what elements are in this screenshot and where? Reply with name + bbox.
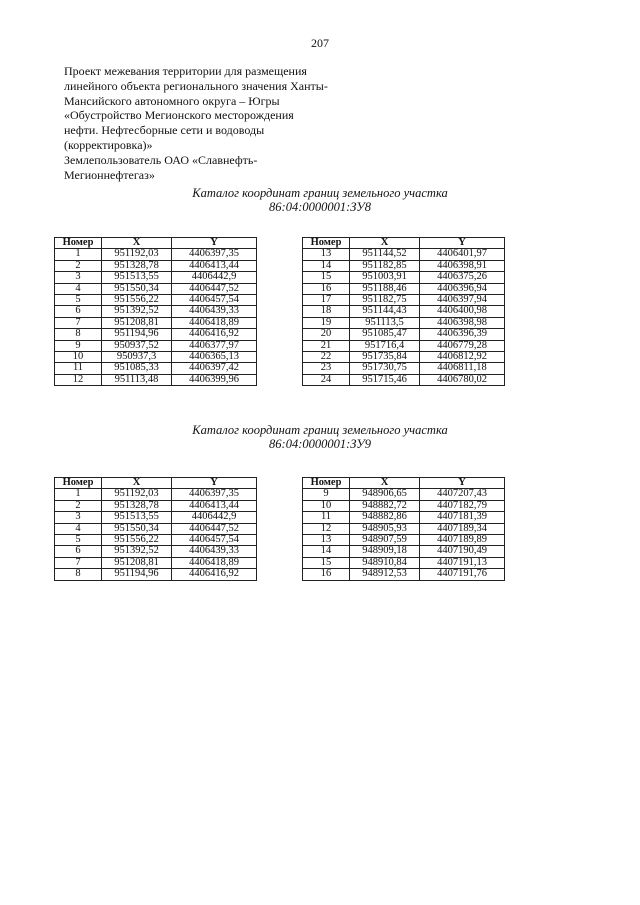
cell-x: 951513,55 [102, 512, 172, 523]
table-row [55, 546, 257, 557]
header-line: Мегионнефтегаз» [64, 167, 155, 182]
cell-number: 23 [303, 363, 350, 374]
column-header-x: X [102, 238, 172, 249]
cell-y: 4406396,39 [420, 329, 505, 340]
cell-y: 4406811,18 [420, 363, 505, 374]
table-row [55, 272, 257, 283]
cell-y: 4406442,9 [172, 272, 257, 283]
table-row [55, 249, 257, 260]
table-row [303, 306, 505, 317]
cell-y: 4407182,79 [420, 500, 505, 511]
cell-number: 2 [55, 500, 102, 511]
cell-x: 950937,52 [102, 340, 172, 351]
cell-x: 951194,96 [102, 569, 172, 580]
cell-y: 4406418,89 [172, 557, 257, 568]
table-row [303, 260, 505, 271]
cell-x: 948882,86 [350, 512, 420, 523]
table-header-row [55, 478, 257, 489]
cell-x: 951208,81 [102, 557, 172, 568]
cell-number: 3 [55, 272, 102, 283]
cell-y: 4406377,97 [172, 340, 257, 351]
table-row [55, 569, 257, 580]
column-header-x: X [102, 478, 172, 489]
cell-number: 18 [303, 306, 350, 317]
cell-y: 4406439,33 [172, 546, 257, 557]
cell-y: 4406812,92 [420, 352, 505, 363]
table-row [303, 546, 505, 557]
cell-y: 4406457,54 [172, 535, 257, 546]
header-line: Мансийского автономного округа – Югры [64, 93, 280, 108]
cell-number: 8 [55, 329, 102, 340]
cell-x: 951003,91 [350, 272, 420, 283]
cell-number: 16 [303, 283, 350, 294]
cell-x: 951328,78 [102, 260, 172, 271]
cell-y: 4407191,76 [420, 569, 505, 580]
cell-x: 948882,72 [350, 500, 420, 511]
table-row [55, 523, 257, 534]
column-header-number: Номер [303, 238, 350, 249]
cell-number: 22 [303, 352, 350, 363]
cell-y: 4406401,97 [420, 249, 505, 260]
cell-number: 12 [303, 523, 350, 534]
table-row [303, 329, 505, 340]
cell-y: 4407189,34 [420, 523, 505, 534]
catalog-title-zu8 [0, 186, 640, 214]
cell-y: 4407207,43 [420, 489, 505, 500]
catalog-title-zu9 [0, 423, 640, 451]
cell-number: 6 [55, 546, 102, 557]
coordinates-table [302, 477, 505, 581]
cell-x: 948910,84 [350, 557, 420, 568]
cell-number: 7 [55, 557, 102, 568]
cell-number: 20 [303, 329, 350, 340]
cell-number: 6 [55, 306, 102, 317]
table-row [303, 295, 505, 306]
table-row [55, 260, 257, 271]
table-row [303, 557, 505, 568]
cell-number: 13 [303, 249, 350, 260]
coordinates-table [54, 237, 257, 386]
cell-number: 19 [303, 317, 350, 328]
cell-y: 4406400,98 [420, 306, 505, 317]
column-header-x: X [350, 478, 420, 489]
cell-x: 951392,52 [102, 306, 172, 317]
table-row [303, 340, 505, 351]
cell-x: 950937,3 [102, 352, 172, 363]
cell-number: 17 [303, 295, 350, 306]
cell-x: 951113,5 [350, 317, 420, 328]
table-row [55, 352, 257, 363]
column-header-number: Номер [55, 478, 102, 489]
cell-x: 951550,34 [102, 523, 172, 534]
cell-number: 2 [55, 260, 102, 271]
cell-x: 951085,47 [350, 329, 420, 340]
cell-x: 948907,59 [350, 535, 420, 546]
cell-y: 4406397,94 [420, 295, 505, 306]
cell-y: 4406418,89 [172, 317, 257, 328]
cell-x: 951392,52 [102, 546, 172, 557]
cell-x: 951085,33 [102, 363, 172, 374]
table-row [303, 535, 505, 546]
cell-x: 951194,96 [102, 329, 172, 340]
cell-x: 951188,46 [350, 283, 420, 294]
cell-x: 951513,55 [102, 272, 172, 283]
cell-y: 4406413,44 [172, 260, 257, 271]
cell-x: 951556,22 [102, 535, 172, 546]
cell-number: 4 [55, 523, 102, 534]
cell-x: 948912,53 [350, 569, 420, 580]
table-row [303, 363, 505, 374]
table-row [55, 317, 257, 328]
header-line: нефти. Нефтесборные сети и водоводы [64, 123, 265, 138]
cell-number: 10 [303, 500, 350, 511]
table-row [55, 306, 257, 317]
cell-x: 948905,93 [350, 523, 420, 534]
table-row [55, 374, 257, 385]
table-row [55, 535, 257, 546]
catalog-code: 86:04:0000001:ЗУ8 [269, 200, 371, 214]
column-header-y: Y [420, 238, 505, 249]
cell-number: 5 [55, 535, 102, 546]
cell-number: 16 [303, 569, 350, 580]
table-row [55, 340, 257, 351]
cell-number: 1 [55, 489, 102, 500]
column-header-y: Y [420, 478, 505, 489]
cell-x: 948909,18 [350, 546, 420, 557]
cell-number: 10 [55, 352, 102, 363]
cell-number: 8 [55, 569, 102, 580]
cell-x: 951716,4 [350, 340, 420, 351]
cell-y: 4406416,92 [172, 569, 257, 580]
table-row [303, 569, 505, 580]
cell-y: 4406397,35 [172, 249, 257, 260]
page-number: 207 [311, 36, 329, 50]
cell-y: 4406375,26 [420, 272, 505, 283]
cell-number: 4 [55, 283, 102, 294]
cell-number: 5 [55, 295, 102, 306]
cell-number: 12 [55, 374, 102, 385]
cell-number: 9 [303, 489, 350, 500]
cell-x: 951192,03 [102, 489, 172, 500]
table-row [303, 523, 505, 534]
cell-y: 4406416,92 [172, 329, 257, 340]
cell-number: 21 [303, 340, 350, 351]
cell-x: 951735,84 [350, 352, 420, 363]
table-row [55, 329, 257, 340]
cell-x: 951113,48 [102, 374, 172, 385]
table-row [303, 352, 505, 363]
cell-number: 24 [303, 374, 350, 385]
column-header-number: Номер [55, 238, 102, 249]
cell-number: 9 [55, 340, 102, 351]
cell-y: 4406442,9 [172, 512, 257, 523]
header-line: Землепользователь ОАО «Славнефть- [64, 152, 258, 167]
cell-x: 951550,34 [102, 283, 172, 294]
cell-y: 4407181,39 [420, 512, 505, 523]
cell-number: 1 [55, 249, 102, 260]
catalog-title-text: Каталог координат границ земельного участка [192, 423, 448, 437]
cell-x: 948906,65 [350, 489, 420, 500]
table-row [303, 317, 505, 328]
column-header-number: Номер [303, 478, 350, 489]
cell-x: 951556,22 [102, 295, 172, 306]
cell-y: 4406397,42 [172, 363, 257, 374]
table-header-row [303, 478, 505, 489]
cell-number: 14 [303, 260, 350, 271]
coordinates-table [302, 237, 505, 386]
cell-y: 4407191,13 [420, 557, 505, 568]
cell-x: 951182,85 [350, 260, 420, 271]
cell-y: 4406447,52 [172, 283, 257, 294]
cell-y: 4406447,52 [172, 523, 257, 534]
cell-y: 4406457,54 [172, 295, 257, 306]
table-row [303, 283, 505, 294]
header-line: линейного объекта регионального значения Ханты- [64, 78, 328, 93]
cell-x: 951328,78 [102, 500, 172, 511]
cell-y: 4406397,35 [172, 489, 257, 500]
cell-number: 14 [303, 546, 350, 557]
cell-number: 11 [303, 512, 350, 523]
cell-x: 951192,03 [102, 249, 172, 260]
cell-number: 15 [303, 557, 350, 568]
cell-number: 15 [303, 272, 350, 283]
coordinates-table [54, 477, 257, 581]
header-line: (корректировка)» [64, 137, 153, 152]
cell-y: 4406413,44 [172, 500, 257, 511]
table-row [303, 249, 505, 260]
header-line: Проект межевания территории для размещения [64, 64, 307, 78]
column-header-y: Y [172, 478, 257, 489]
cell-y: 4406398,98 [420, 317, 505, 328]
cell-y: 4406396,94 [420, 283, 505, 294]
table-row [55, 295, 257, 306]
cell-x: 951208,81 [102, 317, 172, 328]
cell-y: 4407190,49 [420, 546, 505, 557]
cell-number: 11 [55, 363, 102, 374]
cell-y: 4406398,91 [420, 260, 505, 271]
cell-y: 4406365,13 [172, 352, 257, 363]
table-row [55, 500, 257, 511]
column-header-y: Y [172, 238, 257, 249]
cell-y: 4406779,28 [420, 340, 505, 351]
cell-number: 3 [55, 512, 102, 523]
cell-x: 951730,75 [350, 363, 420, 374]
table-row [55, 489, 257, 500]
cell-y: 4406780,02 [420, 374, 505, 385]
cell-y: 4406439,33 [172, 306, 257, 317]
project-header [64, 64, 344, 182]
table-row [55, 363, 257, 374]
table-row [303, 500, 505, 511]
catalog-code: 86:04:0000001:ЗУ9 [269, 437, 371, 451]
table-row [55, 512, 257, 523]
table-header-row [303, 238, 505, 249]
table-header-row [55, 238, 257, 249]
cell-x: 951715,46 [350, 374, 420, 385]
table-row [303, 272, 505, 283]
cell-number: 13 [303, 535, 350, 546]
header-line: «Обустройство Мегионского месторождения [64, 108, 294, 123]
table-row [303, 489, 505, 500]
cell-x: 951144,52 [350, 249, 420, 260]
catalog-title-text: Каталог координат границ земельного участка [192, 186, 448, 200]
table-row [55, 283, 257, 294]
table-row [303, 512, 505, 523]
table-row [55, 557, 257, 568]
cell-number: 7 [55, 317, 102, 328]
cell-x: 951182,75 [350, 295, 420, 306]
column-header-x: X [350, 238, 420, 249]
cell-y: 4406399,96 [172, 374, 257, 385]
table-row [303, 374, 505, 385]
cell-y: 4407189,89 [420, 535, 505, 546]
cell-x: 951144,43 [350, 306, 420, 317]
